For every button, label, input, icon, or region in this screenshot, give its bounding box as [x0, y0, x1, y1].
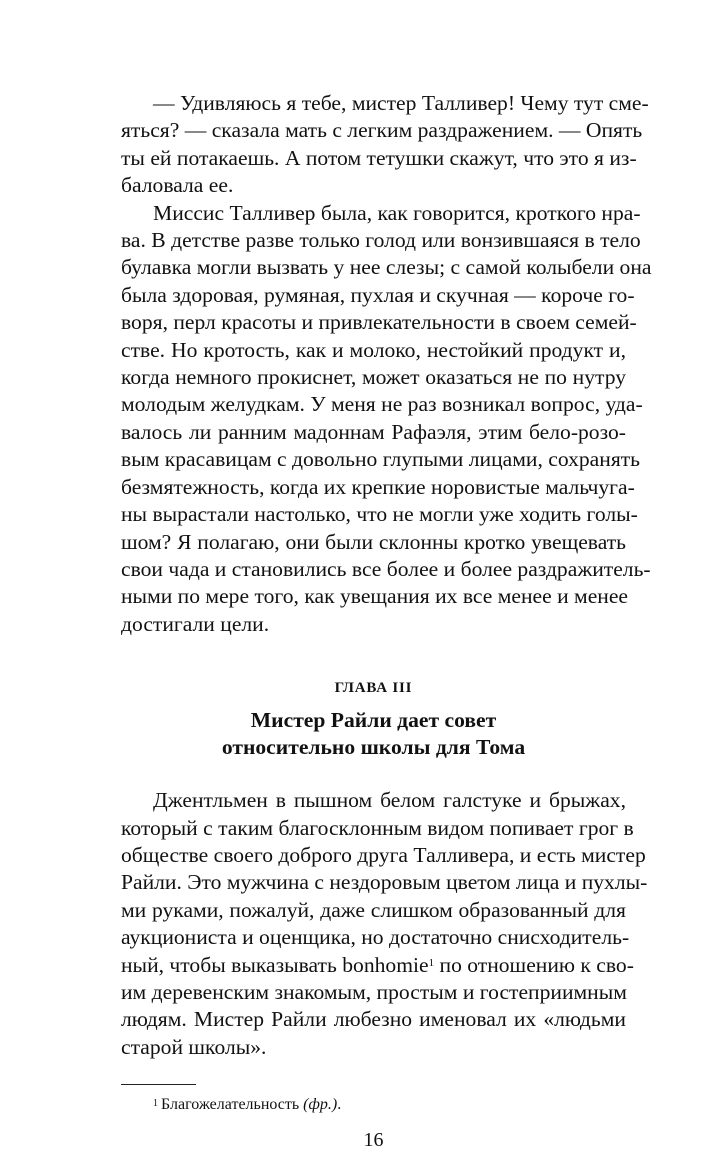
text-line: была здоровая, румяная, пухлая и скучная — короче го- [121, 282, 635, 307]
text-line: ва. В детстве разве только голод или вонзившаяся в тело [121, 228, 641, 253]
text-line: безмятежность, когда их крепкие норовистые мальчуга- [121, 474, 635, 499]
footnote-text: Благожелательность [161, 1096, 304, 1114]
chapter-heading [121, 677, 626, 761]
text-line: людям. Мистер Райли любезно именовал их «людьми [121, 1007, 626, 1032]
text-line-with-footnote-ref [121, 952, 634, 979]
text-line: воря, перл красоты и привлекательности в своем семей- [121, 310, 637, 335]
text-line: достигали цели. [121, 611, 270, 636]
paragraph-mr-riley [121, 787, 648, 1061]
text-line: им деревенским знакомым, простым и гостеприимным [121, 979, 627, 1004]
text-line: Миссис Талливер была, как говорится, кроткого нра- [153, 200, 641, 225]
text-line: обществе своего доброго друга Талливера, и есть мистер [121, 842, 646, 867]
book-page [121, 90, 652, 1152]
text-line: ными по мере того, как увещания их все менее и менее [121, 584, 629, 609]
text-line: старой школы». [121, 1034, 267, 1059]
page-number: 16 [363, 1129, 384, 1152]
text-line: когда немного прокиснет, может оказаться не по нутру [121, 365, 626, 390]
text-line: Джентльмен в пышном белом галстуке и брыжах, [153, 788, 626, 813]
footnote-reference[interactable]: 1 [428, 956, 435, 969]
text-line: яться? — сказала мать с легким раздражением. — Опять [121, 118, 643, 143]
footnote-marker: 1 [153, 1098, 158, 1110]
footnote-divider [121, 1084, 196, 1085]
text-line: стве. Но кротость, как и молоко, нестойкий продукт и, [121, 337, 626, 362]
text-line: ны вырастали настолько, что не могли уже ходить голы- [121, 502, 638, 527]
text-line: ты ей потакаешь. А потом тетушки скажут, что это я из- [121, 145, 637, 170]
text-line: свои чада и становились все более и более раздражитель- [121, 556, 651, 581]
chapter-title-line-2: относительно школы для Тома [221, 735, 526, 760]
text-line: который с таким благосклонным видом попивает грог в [121, 815, 634, 840]
text-line: валось ли ранним мадоннам Рафаэля, этим бело-розо- [121, 419, 626, 444]
text-line: вым красавицам с довольно глупыми лицами, сохранять [121, 447, 641, 472]
text-segment: ный, чтобы выказывать bonhomie [121, 952, 429, 977]
text-segment: по отношению к сво- [434, 952, 634, 977]
text-line: булавка могли вызвать у нее слезы; с самой колыбели она [121, 255, 652, 280]
text-line: шом? Я полагаю, они были склонны кротко увещевать [121, 529, 626, 554]
paragraph-mrs-tulliver [121, 200, 652, 639]
text-line: — Удивляюсь я тебе, мистер Талливер! Чему тут сме- [153, 91, 649, 115]
footnote-end: . [337, 1096, 342, 1114]
text-line: баловала ее. [121, 173, 234, 198]
chapter-label: ГЛАВА III [334, 680, 413, 697]
chapter-title-line-1: Мистер Райли дает совет [250, 708, 497, 733]
paragraph-dialogue [121, 90, 649, 200]
text-line: ми руками, пожалуй, даже слишком образованный для [121, 897, 626, 922]
text-line: Райли. Это мужчина с нездоровым цветом лица и пухлы- [121, 870, 648, 895]
text-line: аукциониста и оценщика, но достаточно снисходитель- [121, 925, 630, 950]
footnote [121, 1095, 626, 1115]
footnote-language-note: (фр.) [303, 1096, 338, 1114]
text-line: молодым желудкам. У меня не раз возникал вопрос, уда- [121, 392, 643, 417]
